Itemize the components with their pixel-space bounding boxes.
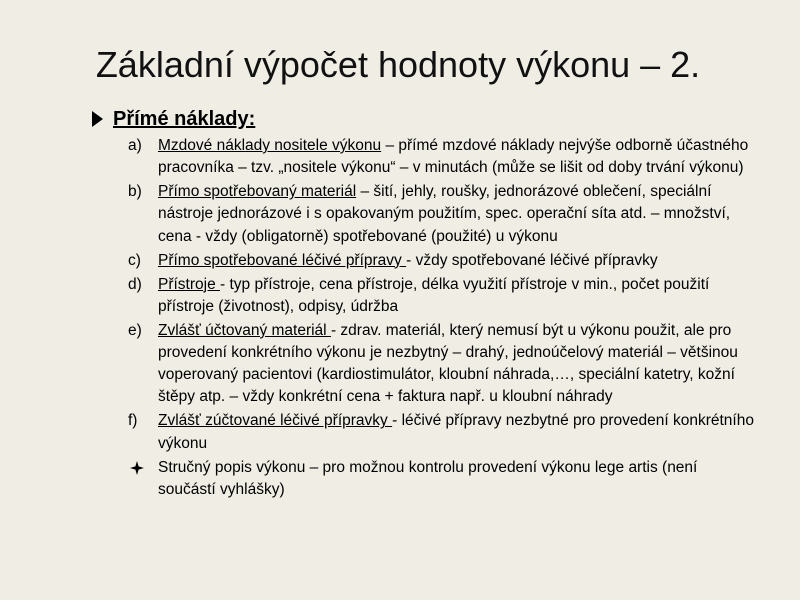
item-text: - vždy spotřebované léčivé přípravky xyxy=(406,251,658,269)
item-text: – šití, jehly, roušky, jednorázové oblečení, speciální nástroje jednorázové i s opakovaným použitím, spec. operační síta atd. – množství, cena - vždy (obligatorně) spotřebované (použité) u výkonu xyxy=(158,183,731,245)
item-text: – přímé mzdové náklady nejvýše odborně účastného pracovníka – tzv. „nositele výkonu“ – v minutách (může se lišit od doby trvání výkonu) xyxy=(158,137,749,177)
item-term: Zvlášť účtovaný materiál xyxy=(158,321,331,339)
item-term: Přístroje xyxy=(158,275,221,293)
item-term: Přímo spotřebované léčivé přípravy xyxy=(158,251,407,269)
note-text: Stručný popis výkonu – pro možnou kontrolu provedení výkonu lege artis (není součástí vyhlášky) xyxy=(158,458,698,498)
item-text: - léčivé přípravy nezbytné pro provedení konkrétního výkonu xyxy=(158,412,754,452)
item-term: Zvlášť zúčtované léčivé přípravky xyxy=(158,412,393,430)
list-item: c) Přímo spotřebované léčivé přípravy - vždy spotřebované léčivé přípravky xyxy=(128,251,658,269)
heading-direct-costs xyxy=(92,105,255,133)
cost-item-list xyxy=(128,135,758,503)
item-text: - zdrav. materiál, který nemusí být u výkonu použit, ale pro provedení konkrétního výkonu je nezbytný – drahý, jednoúčelový materiál – většinou voperovaný pacientovi (kardiostimulátor, kloubní náhrada,…, speciální katetry, kožní štěpy atp. – vždy konkrétní cena + faktura např. u kloubní náhrady xyxy=(158,321,738,406)
item-term: Mzdové náklady nositele výkonu xyxy=(158,137,382,154)
item-text: - typ přístroje, cena přístroje, délka využití přístroje v min., počet použití přístroje (životnost), odpisy, údržba xyxy=(158,275,710,315)
slide-title: Základní výpočet hodnoty výkonu – 2. xyxy=(95,44,701,85)
heading-label: Přímé náklady: xyxy=(113,108,256,130)
list-item: f) Zvlášť zúčtované léčivé přípravky - léčivé přípravy nezbytné pro provedení konkrétního výkonu xyxy=(128,412,754,452)
note-item xyxy=(128,457,758,501)
item-term: Přímo spotřebovaný materiál xyxy=(158,183,357,201)
arrow-bullet-icon xyxy=(92,111,103,127)
list-item: d) Přístroje - typ přístroje, cena přístroje, délka využití přístroje v min., počet použití přístroje (životnost), odpisy, údržba xyxy=(128,275,710,315)
diamond-bullet-icon xyxy=(130,461,144,475)
list-item: b) Přímo spotřebovaný materiál – šití, jehly, roušky, jednorázové oblečení, speciální nástroje jednorázové i s opakovaným použitím, spec. operační síta atd. – množství, cena - vždy (obligatorně) spotřebované (použité) u výkonu xyxy=(128,183,731,245)
list-item: a) Mzdové náklady nositele výkonu – přímé mzdové náklady nejvýše odborně účastného pracovníka – tzv. „nositele výkonu“ – v minutách (může se lišit od doby trvání výkonu) xyxy=(128,137,749,177)
list-item: e) Zvlášť účtovaný materiál - zdrav. materiál, který nemusí být u výkonu použit, ale pro provedení konkrétního výkonu je nezbytný – drahý, jednoúčelový materiál – většinou voperovaný pacientovi (kardiostimulátor, kloubní náhrada,…, speciální katetry, kožní štěpy atp. – vždy konkrétní cena + faktura např. u kloubní náhrady xyxy=(128,321,738,406)
